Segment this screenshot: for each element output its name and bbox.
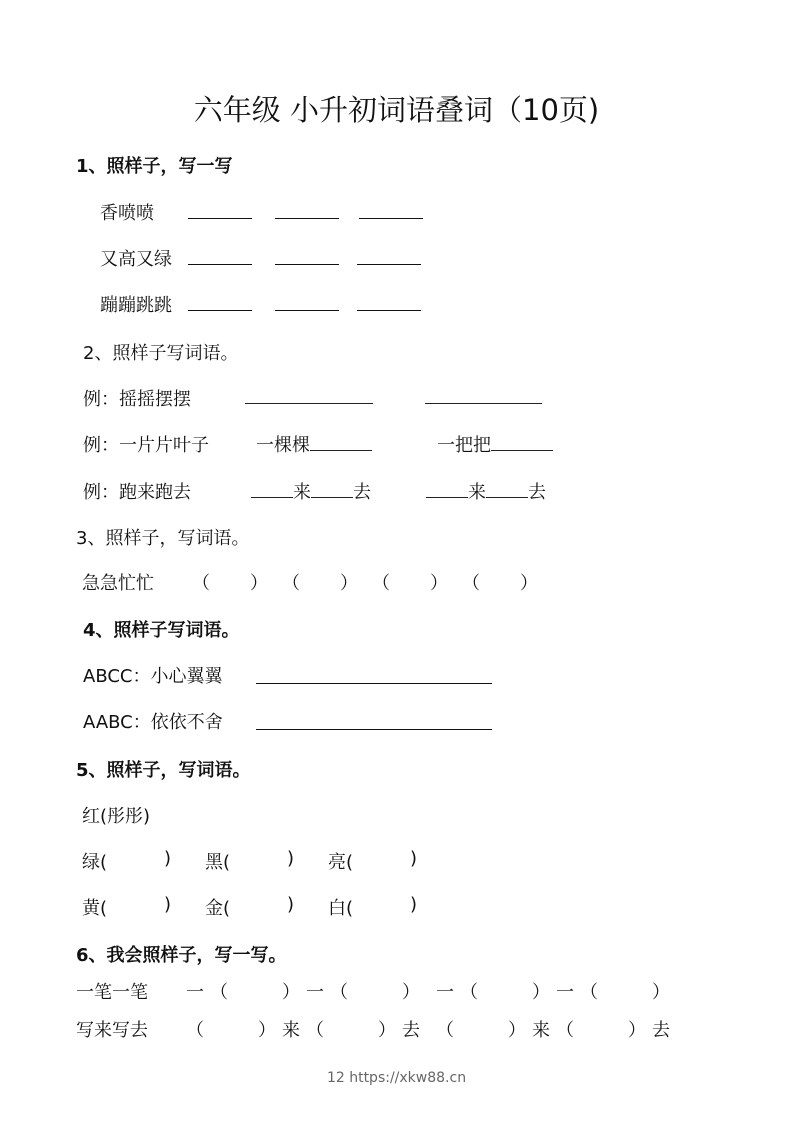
q6-example-2: 写来写去: [76, 1020, 148, 1041]
question-3-heading: 3、照样子，写词语。: [76, 528, 250, 549]
q1-example-3: 蹦蹦跳跳: [100, 295, 172, 316]
q4-example-1: ABCC：小心翼翼: [83, 666, 223, 687]
q2-example-3: 例：跑来跑去: [83, 482, 191, 503]
q2-item-b: [437, 431, 553, 457]
answer-blank[interactable]: [251, 481, 293, 498]
page-title: 六年级 小升初词语叠词（10页): [193, 93, 600, 127]
q2-example-1: 例：摇摇摆摆: [83, 389, 191, 410]
question-5-heading: 5、照样子，写词语。: [76, 760, 251, 781]
question-6-heading: 6、我会照样子，写一写。: [76, 945, 287, 966]
q5-item-green: 绿(: [82, 852, 108, 873]
q6-pattern-2a: （ ）来（ ）去: [186, 1020, 426, 1041]
q2-example-2: 例：一片片叶子: [83, 435, 209, 456]
q2-row-1: [83, 385, 191, 411]
paren-close: ）: [250, 573, 268, 594]
lai-char: 来: [468, 482, 486, 503]
q5-item-yellow: 黄(: [82, 898, 108, 919]
paren-close: ): [164, 848, 172, 869]
answer-blank[interactable]: [188, 248, 252, 265]
answer-blank[interactable]: [275, 294, 339, 311]
answer-blank[interactable]: [311, 481, 353, 498]
q5-item-black: 黑(: [205, 852, 231, 873]
q5-item-gold: 金(: [205, 898, 231, 919]
q5-item-white: 白(: [328, 898, 354, 919]
q6-example-1: 一笔一笔: [76, 982, 148, 1003]
paren-close: ): [410, 894, 418, 915]
answer-blank[interactable]: [188, 294, 252, 311]
q1-example-2: 又高又绿: [100, 249, 172, 270]
q2-pattern-1: [251, 478, 371, 504]
qu-char: 去: [528, 482, 546, 503]
q6-pattern-1b: 一（ ）一（ ）: [436, 982, 676, 1003]
q2-item-a: [256, 431, 372, 457]
q1-row-2: [100, 245, 421, 271]
paren-open: （: [462, 573, 480, 594]
answer-blank[interactable]: [357, 294, 421, 311]
paren-close: ）: [520, 573, 538, 594]
answer-blank[interactable]: [486, 481, 528, 498]
paren-close: ): [287, 848, 295, 869]
answer-blank[interactable]: [425, 387, 542, 404]
answer-blank[interactable]: [310, 434, 372, 451]
paren-close: ): [164, 894, 172, 915]
answer-blank[interactable]: [188, 202, 252, 219]
q3-example: 急急忙忙: [82, 573, 154, 594]
q5-item-bright: 亮(: [328, 852, 354, 873]
q2-item-a-label: 一棵棵: [256, 435, 310, 456]
lai-char: 来: [293, 482, 311, 503]
answer-blank[interactable]: [256, 667, 492, 684]
answer-blank[interactable]: [245, 387, 373, 404]
paren-open: （: [372, 573, 390, 594]
q2-row-2: [83, 431, 209, 457]
paren-close: ）: [430, 573, 448, 594]
answer-blank[interactable]: [426, 481, 468, 498]
question-1-heading: 1、照样子，写一写: [76, 156, 233, 177]
paren-open: （: [192, 573, 210, 594]
question-2-heading: 2、照样子写词语。: [83, 343, 239, 364]
paren-close: ）: [340, 573, 358, 594]
q5-example: 红(彤彤): [82, 806, 151, 827]
paren-close: ): [410, 848, 418, 869]
answer-blank[interactable]: [256, 713, 492, 730]
answer-blank[interactable]: [275, 202, 339, 219]
qu-char: 去: [353, 482, 371, 503]
paren-open: （: [282, 573, 300, 594]
q6-pattern-1a: 一（ ）一（ ）: [186, 982, 426, 1003]
page-footer: 12 https://xkw88.cn: [326, 1070, 467, 1086]
answer-blank[interactable]: [491, 434, 553, 451]
q2-item-b-label: 一把把: [437, 435, 491, 456]
q2-row-3: [83, 478, 191, 504]
q1-row-1: [100, 199, 423, 225]
q4-example-2: AABC：依依不舍: [83, 712, 223, 733]
q2-pattern-2: [426, 478, 546, 504]
answer-blank[interactable]: [275, 248, 339, 265]
answer-blank[interactable]: [357, 248, 421, 265]
paren-close: ): [287, 894, 295, 915]
q1-example-1: 香喷喷: [100, 203, 154, 224]
q1-row-3: [100, 291, 421, 317]
question-4-heading: 4、照样子写词语。: [83, 620, 240, 641]
answer-blank[interactable]: [359, 202, 423, 219]
q6-pattern-2b: （ ）来（ ）去: [436, 1020, 676, 1041]
